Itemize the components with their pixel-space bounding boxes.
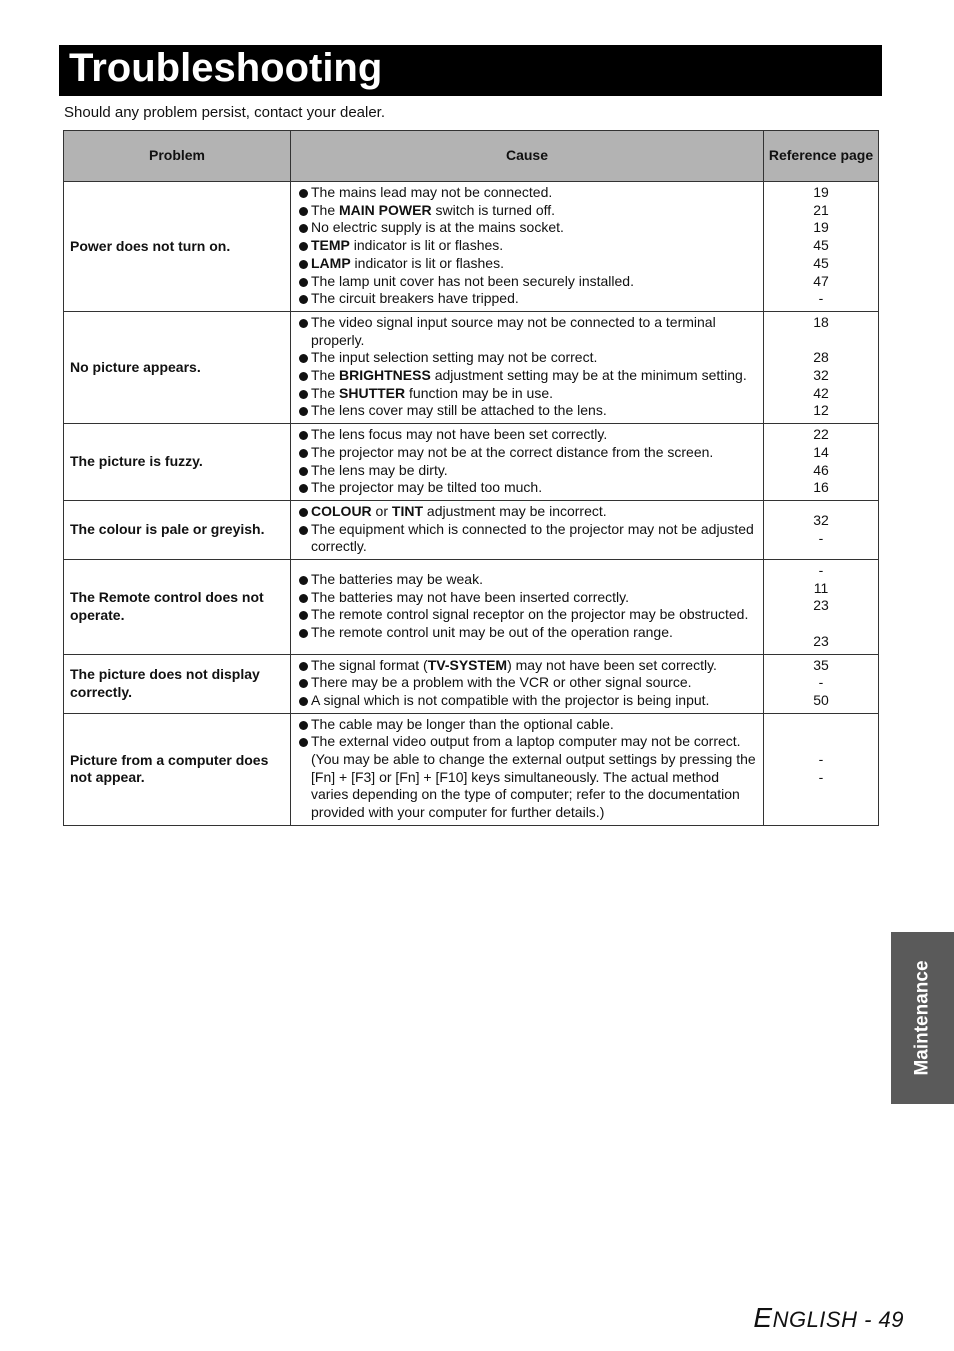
reference-page-number: 14: [813, 443, 829, 460]
reference-cell: [764, 182, 879, 312]
section-tab-maintenance: [891, 932, 954, 1104]
reference-page-number: 50: [813, 691, 829, 708]
reference-page-number: 42: [813, 384, 829, 401]
cause-cell: [291, 560, 764, 655]
cause-item: The SHUTTER function may be in use.: [299, 385, 759, 403]
reference-page-number: 21: [813, 201, 829, 218]
reference-cell: [764, 560, 879, 655]
reference-cell: [764, 311, 879, 423]
cause-item: The projector may be tilted too much.: [299, 479, 759, 497]
reference-page-number: 12: [813, 402, 829, 419]
reference-page-number: -: [818, 529, 824, 546]
table-row: [64, 654, 879, 713]
cause-item: The circuit breakers have tripped.: [299, 290, 759, 308]
table-row: [64, 560, 879, 655]
reference-page-number: 45: [813, 237, 829, 254]
cause-item: There may be a problem with the VCR or other signal source.: [299, 674, 759, 692]
cause-item: The MAIN POWER switch is turned off.: [299, 202, 759, 220]
table-body: [64, 182, 879, 826]
reference-page-number: [768, 615, 874, 633]
reference-page-number: 19: [813, 184, 829, 200]
reference-page-number: 47: [813, 272, 829, 289]
cause-item: The batteries may be weak.: [299, 571, 759, 589]
cause-item: The BRIGHTNESS adjustment setting may be at the minimum setting.: [299, 367, 759, 385]
reference-page-number: -: [818, 751, 824, 768]
page-title: Troubleshooting: [69, 46, 383, 90]
cause-cell: [291, 713, 764, 825]
reference-page-number: -: [818, 674, 824, 691]
cause-item: The external video output from a laptop computer may not be correct. (You may be able to change the external output settings by pressing the [Fn] + [F3] or [Fn] + [F10] keys simultaneously. The actual method varies depending on the type of computer; refer to the documentation provided with your computer for further details.): [299, 733, 759, 822]
section-tab-label: Maintenance: [911, 960, 933, 1076]
reference-page-number: 11: [813, 579, 829, 596]
cause-item: The remote control unit may be out of the operation range.: [299, 624, 759, 642]
problem-cell: The colour is pale or greyish.: [64, 500, 291, 559]
cause-cell: [291, 654, 764, 713]
cause-item: The projector may not be at the correct distance from the screen.: [299, 444, 759, 462]
cause-item: COLOUR or TINT adjustment may be incorrect.: [299, 503, 759, 521]
reference-page-number: -: [818, 290, 824, 307]
page-footer: [753, 1302, 904, 1334]
reference-page-number: 19: [813, 219, 829, 236]
header-problem: Problem: [64, 131, 291, 182]
reference-cell: [764, 424, 879, 501]
table-row: [64, 182, 879, 312]
cause-cell: [291, 311, 764, 423]
header-cause: Cause: [291, 131, 764, 182]
reference-page-number: 18: [813, 313, 829, 330]
cause-item: The batteries may not have been inserted correctly.: [299, 589, 759, 607]
cause-cell: [291, 500, 764, 559]
reference-page-number: [768, 332, 874, 350]
footer-initial: E: [753, 1302, 773, 1333]
cause-item: The equipment which is connected to the projector may not be adjusted correctly.: [299, 521, 759, 556]
reference-page-number: 23: [813, 632, 829, 649]
problem-cell: Picture from a computer does not appear.: [64, 713, 291, 825]
problem-cell: The picture does not display correctly.: [64, 654, 291, 713]
reference-page-number: 16: [813, 479, 829, 496]
problem-cell: No picture appears.: [64, 311, 291, 423]
table-row: [64, 500, 879, 559]
cause-item: The lamp unit cover has not been securely installed.: [299, 273, 759, 291]
cause-item: A signal which is not compatible with the projector is being input.: [299, 692, 759, 710]
cause-item: No electric supply is at the mains socket.: [299, 219, 759, 237]
troubleshooting-table: [63, 130, 879, 826]
problem-cell: Power does not turn on.: [64, 182, 291, 312]
reference-page-number: 45: [813, 254, 829, 271]
title-bar: [59, 45, 882, 96]
intro-text: Should any problem persist, contact your dealer.: [64, 104, 386, 121]
problem-cell: The Remote control does not operate.: [64, 560, 291, 655]
header-reference-page: Reference page: [764, 131, 879, 182]
reference-page-number: -: [818, 768, 824, 785]
reference-page-number: 32: [813, 367, 829, 384]
cause-item: The cable may be longer than the optional cable.: [299, 716, 759, 734]
cause-item: The lens cover may still be attached to the lens.: [299, 402, 759, 420]
cause-item: The input selection setting may not be correct.: [299, 349, 759, 367]
reference-page-number: 28: [813, 349, 829, 366]
cause-item: TEMP indicator is lit or flashes.: [299, 237, 759, 255]
table-header-row: [64, 131, 879, 182]
reference-cell: [764, 654, 879, 713]
reference-page-number: 46: [813, 461, 829, 478]
reference-page-number: 22: [813, 426, 829, 443]
cause-item: The mains lead may not be connected.: [299, 184, 759, 202]
table-row: [64, 424, 879, 501]
cause-item: The lens may be dirty.: [299, 462, 759, 480]
reference-page-number: 32: [813, 511, 829, 528]
reference-page-number: -: [818, 562, 824, 579]
reference-page-number: 23: [813, 597, 829, 614]
cause-item: LAMP indicator is lit or flashes.: [299, 255, 759, 273]
footer-language-page: NGLISH - 49: [772, 1307, 904, 1332]
cause-item: The lens focus may not have been set correctly.: [299, 426, 759, 444]
reference-cell: [764, 500, 879, 559]
cause-cell: [291, 182, 764, 312]
cause-item: The video signal input source may not be connected to a terminal properly.: [299, 314, 759, 349]
reference-page-number: 35: [813, 656, 829, 673]
cause-item: The signal format (TV-SYSTEM) may not have been set correctly.: [299, 657, 759, 675]
problem-cell: The picture is fuzzy.: [64, 424, 291, 501]
table-row: [64, 311, 879, 423]
reference-cell: [764, 713, 879, 825]
cause-item: The remote control signal receptor on the projector may be obstructed.: [299, 606, 759, 624]
table-row: [64, 713, 879, 825]
cause-cell: [291, 424, 764, 501]
